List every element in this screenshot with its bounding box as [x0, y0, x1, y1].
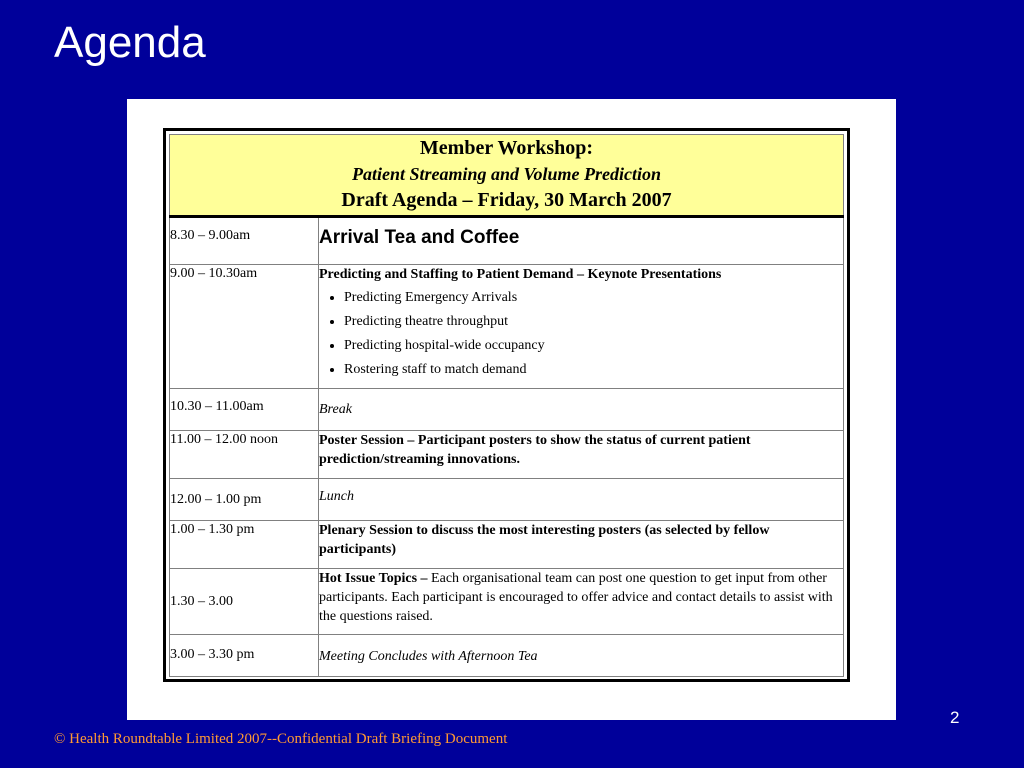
agenda-item	[319, 521, 844, 569]
agenda-header	[170, 135, 844, 217]
page-number: 2	[950, 708, 960, 727]
agenda-item	[319, 431, 844, 479]
bullet-item: • Predicting hospital-wide occupancy	[344, 334, 843, 358]
agenda-table	[169, 134, 844, 677]
agenda-row	[170, 431, 844, 479]
agenda-row	[170, 521, 844, 569]
agenda-item	[319, 635, 844, 677]
bullet-item: • Predicting Emergency Arrivals	[344, 286, 843, 310]
agenda-table-frame	[163, 128, 850, 682]
agenda-item-title: Break	[319, 402, 352, 417]
agenda-row	[170, 217, 844, 265]
bullet-item: • Rostering staff to match demand	[344, 358, 843, 382]
bullet-item: • Predicting theatre throughput	[344, 310, 843, 334]
slide-title: Agenda	[54, 18, 206, 67]
footer-copyright: © Health Roundtable Limited 2007--Confidential Draft Briefing Document	[54, 731, 508, 747]
agenda-item-title: Predicting and Staffing to Patient Demand – Keynote Presentations	[319, 267, 722, 282]
agenda-row	[170, 389, 844, 431]
agenda-item	[319, 389, 844, 431]
agenda-time: 11.00 – 12.00 noon	[170, 431, 319, 479]
agenda-header-row	[170, 135, 844, 217]
agenda-item	[319, 479, 844, 521]
agenda-item	[319, 265, 844, 389]
agenda-row	[170, 635, 844, 677]
agenda-item-title: Plenary Session to discuss the most interesting posters (as selected by fellow participants)	[319, 523, 770, 557]
agenda-item-title: Poster Session – Participant posters to show the status of current patient prediction/streaming innovations.	[319, 433, 751, 467]
agenda-time: 8.30 – 9.00am	[170, 217, 319, 265]
agenda-time: 3.00 – 3.30 pm	[170, 635, 319, 677]
agenda-row	[170, 569, 844, 635]
agenda-panel	[127, 99, 896, 720]
agenda-item-text: Each organisational team can post one question to get input from other participants. Each participant is encouraged to offer advice and contact details to assist with the questions raised.	[319, 571, 833, 624]
agenda-time: 1.00 – 1.30 pm	[170, 521, 319, 569]
agenda-row	[170, 265, 844, 389]
agenda-item-title: Meeting Concludes with Afternoon Tea	[319, 649, 538, 664]
agenda-time: 12.00 – 1.00 pm	[170, 479, 319, 521]
workshop-title: Patient Streaming and Volume Prediction	[351, 164, 662, 184]
workshop-label: Member Workshop:	[419, 137, 594, 159]
agenda-item-title: Arrival Tea and Coffee	[319, 227, 520, 248]
agenda-item	[319, 569, 844, 635]
agenda-date: Draft Agenda – Friday, 30 March 2007	[341, 189, 672, 211]
agenda-item-bullets	[319, 286, 843, 382]
agenda-item	[319, 217, 844, 265]
agenda-item-title: Lunch	[319, 489, 354, 504]
agenda-item-title: Hot Issue Topics –	[319, 571, 432, 586]
agenda-time: 1.30 – 3.00	[170, 569, 319, 635]
agenda-row	[170, 479, 844, 521]
agenda-time: 9.00 – 10.30am	[170, 265, 319, 389]
agenda-time: 10.30 – 11.00am	[170, 389, 319, 431]
